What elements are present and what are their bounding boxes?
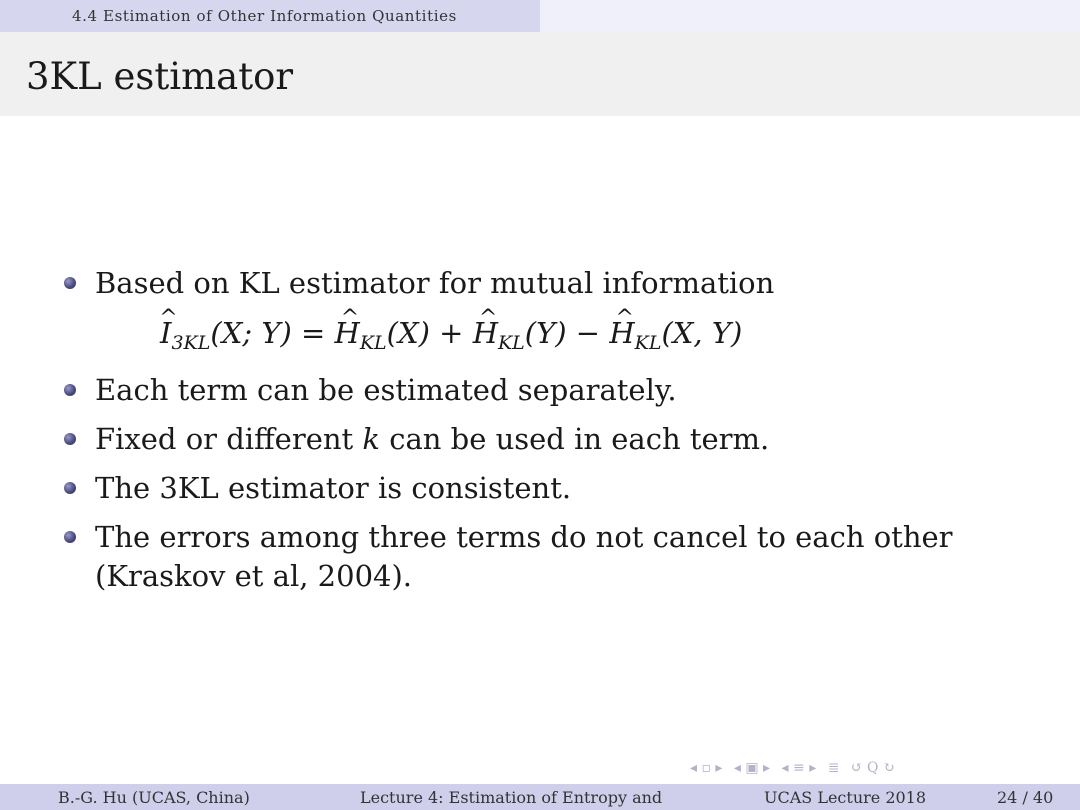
bullet-item [60,420,1020,459]
frame-title-band [0,32,1080,116]
section-title: 4.4 Estimation of Other Information Quantities [72,7,457,25]
nav-align-icon[interactable]: ≣ [827,760,840,776]
frame-title: 3KL estimator [26,55,294,98]
section-tab[interactable] [0,0,540,32]
bullet-icon [64,433,76,445]
footer-author: B.-G. Hu (UCAS, China) [58,788,250,807]
bullet-icon [64,384,76,396]
slide-content [60,264,1020,606]
mutual-information-formula: ^ $I_{3KL}(X$; Y) = ^ $H_{KL}(X)$ + ^ $H_{KL}(Y)$ − ^ $H_{KL}(X$, Y) [160,313,1020,363]
navigation-symbols[interactable] [690,760,902,778]
footer-bar [0,784,1080,810]
bullet-icon [64,482,76,494]
bullet-item [60,371,1020,410]
bullet-text: Fixed or different k can be used in each term. [95,422,770,456]
nav-frame-left-icon[interactable]: ◂ ▫ ▸ [690,760,723,776]
footer-course: UCAS Lecture 2018 [764,788,927,807]
bullet-icon [64,277,76,289]
bullet-text: Based on KL estimator for mutual information [95,266,775,300]
nav-section-icon[interactable]: ◂ ≡ ▸ [781,760,817,776]
bullet-item [60,518,1020,596]
nav-subsection-icon[interactable]: ◂ ▣ ▸ [733,760,771,776]
footer-lecture: Lecture 4: Estimation of Entropy and [360,788,663,807]
bullet-text-line2: (Kraskov et al, 2004). [95,559,413,593]
bullet-item [60,264,1020,303]
bullet-item [60,469,1020,508]
nav-search-icon[interactable]: ↺ Q ↻ [850,760,895,776]
bullet-text: The 3KL estimator is consistent. [95,471,572,505]
bullet-icon [64,531,76,543]
bullet-text-line1: The errors among three terms do not cancel to each other [95,520,953,554]
bullet-text: Each term can be estimated separately. [95,373,677,407]
footer-page-number: 24 / 40 [997,788,1054,807]
